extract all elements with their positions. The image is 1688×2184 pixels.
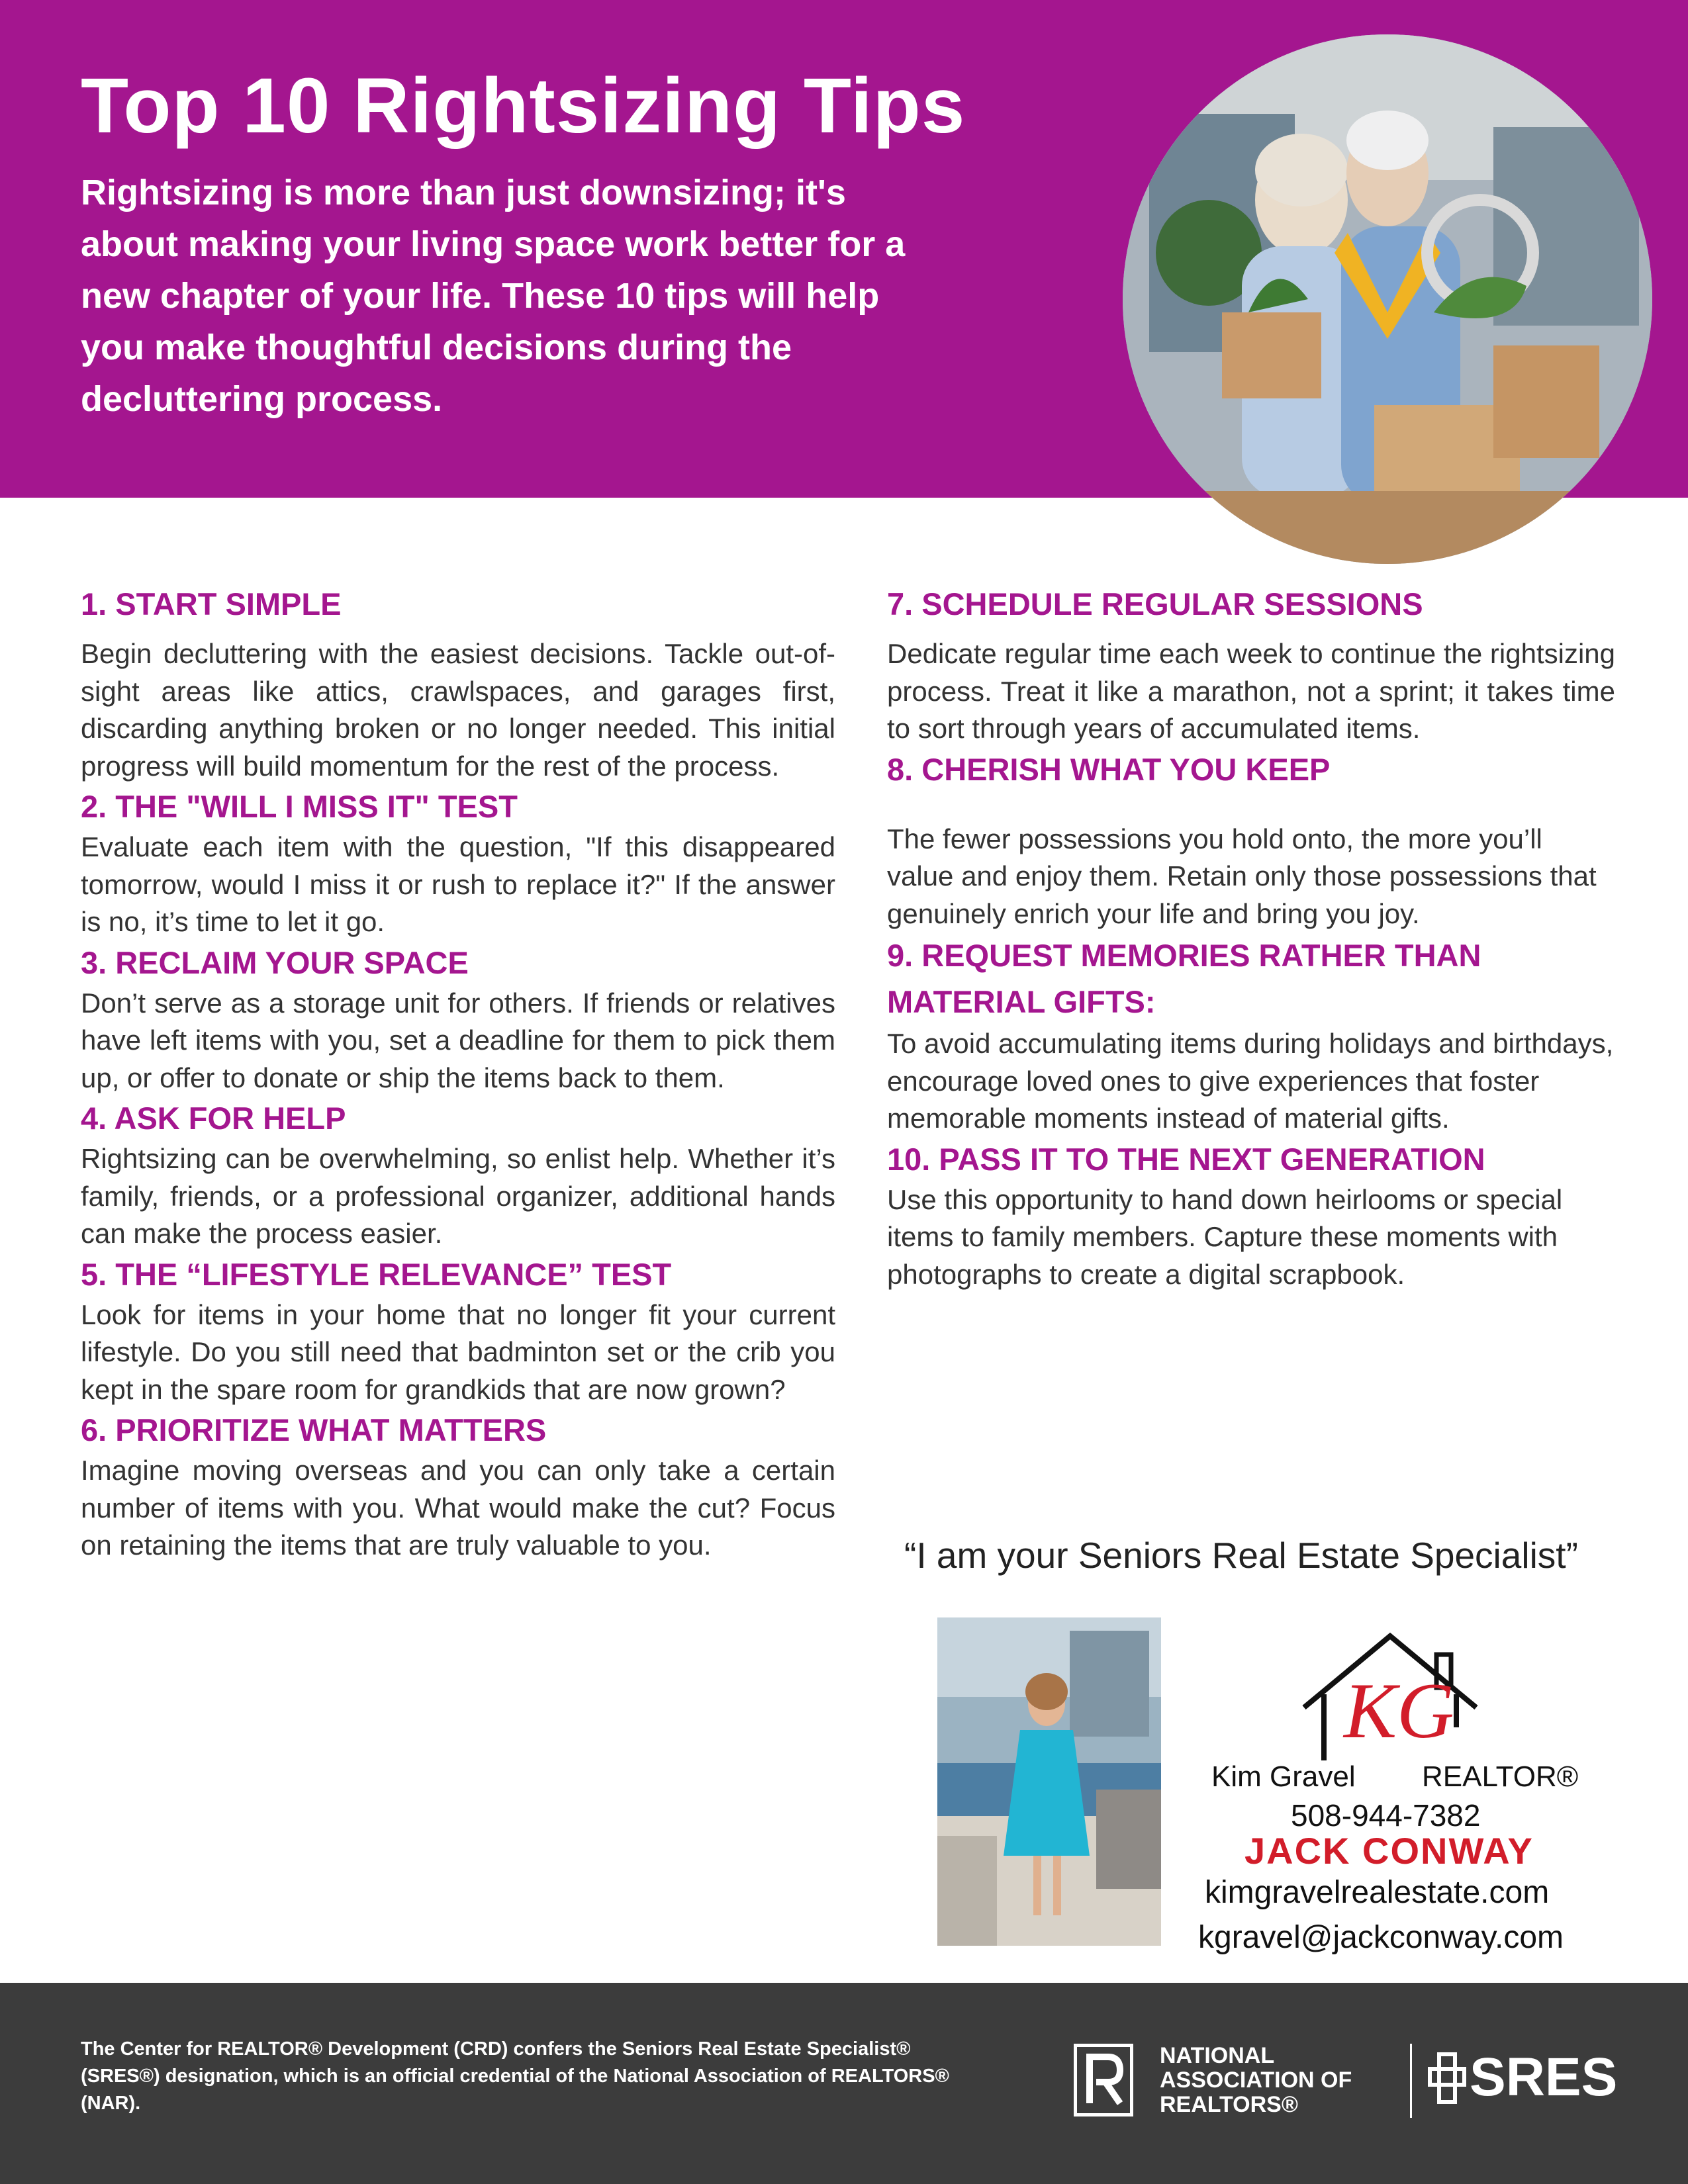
intro-line: Rightsizing is more than just downsizing; it's (81, 173, 846, 212)
agent-contact-block (1192, 1628, 1602, 1959)
kg-house-logo (1291, 1628, 1489, 1780)
tip-6 (81, 1408, 835, 1565)
tip-7 (887, 582, 1615, 748)
tip-3 (81, 941, 835, 1097)
tips-right-column (887, 582, 1615, 1293)
intro-line: decluttering process. (81, 379, 443, 419)
tip-heading: 3. RECLAIM YOUR SPACE (81, 944, 469, 980)
sres-wordmark: SRES (1470, 2047, 1618, 2107)
agent-title: REALTOR® (1422, 1760, 1579, 1793)
tip-heading-line: 9. REQUEST MEMORIES RATHER THAN (887, 938, 1481, 973)
tip-body: Imagine moving overseas and you can only take a certain number of items with you. What would make the cut? Focus on retaining the items that are truly valuable to you. (81, 1455, 835, 1561)
intro-line: you make thoughtful decisions during the (81, 328, 792, 367)
tip-body: Rightsizing can be overwhelming, so enlist help. Whether it’s family, friends, or a professional organizer, additional hands can make the process easier. (81, 1143, 835, 1249)
agent-email-link[interactable]: kgravel@jackconway.com (1198, 1920, 1564, 1955)
tip-9 (887, 933, 1615, 1138)
tip-body: The fewer possessions you hold onto, the more you’ll value and enjoy them. Retain only those possessions that genuinely enrich your life and bring you joy. (887, 823, 1597, 929)
tip-body: To avoid accumulating items during holidays and birthdays, encourage loved ones to give experiences that foster memorable moments instead of material gifts. (887, 1028, 1614, 1134)
tip-10 (887, 1138, 1615, 1294)
tip-heading: 7. SCHEDULE REGULAR SESSIONS (887, 586, 1423, 621)
agent-photo (937, 1617, 1161, 1946)
kg-initials: KG (1344, 1666, 1454, 1754)
tip-heading (887, 933, 1615, 1025)
tip-2 (81, 785, 835, 941)
footer-divider (1410, 2044, 1412, 2118)
nar-line: ASSOCIATION OF (1160, 2068, 1352, 2093)
tip-heading: 6. PRIORITIZE WHAT MATTERS (81, 1412, 547, 1447)
tip-4 (81, 1097, 835, 1253)
tip-5 (81, 1253, 835, 1409)
tip-heading: 5. THE “LIFESTYLE RELEVANCE” TEST (81, 1256, 672, 1292)
tip-heading: 4. ASK FOR HELP (81, 1101, 346, 1136)
nar-line: NATIONAL (1160, 2043, 1275, 2068)
footer-disclaimer: The Center for REALTOR® Development (CRD) confers the Seniors Real Estate Specialist® (SRES®) designation, which is an official credential of the National Association of REALTORS® (NAR). (81, 2038, 949, 2114)
tip-body: Look for items in your home that no longer fit your current lifestyle. Do you still need that badminton set or the crib you kept in the spare room for grandkids that are now grown? (81, 1298, 835, 1405)
tip-heading: 8. CHERISH WHAT YOU KEEP (887, 751, 1331, 787)
tip-body: Use this opportunity to hand down heirlooms or special items to family members. Capture these moments with photographs to create a digital scrapbook. (887, 1183, 1563, 1290)
footer (0, 1983, 1688, 2184)
intro-text (81, 167, 1100, 425)
tip-body: Dedicate regular time each week to continue the rightsizing process. Treat it like a marathon, not a sprint; it takes time to sort through years of accumulated items. (887, 638, 1615, 744)
nar-line: REALTORS® (1160, 2092, 1298, 2117)
nar-wordmark (1160, 2044, 1352, 2117)
specialist-quote: “I am your Seniors Real Estate Specialist” (904, 1535, 1578, 1576)
tips-left-column (81, 582, 835, 1565)
agent-name: Kim Gravel (1211, 1760, 1356, 1793)
agent-phone[interactable]: 508-944-7382 (1291, 1798, 1481, 1833)
brokerage-name: JACK CONWAY (1244, 1830, 1534, 1872)
intro-line: about making your living space work better for a (81, 224, 906, 264)
sres-icon (1427, 2052, 1467, 2105)
tip-body: Don’t serve as a storage unit for others. If friends or relatives have left items with you, set a deadline for them to pick them up, or offer to donate or ship the items back to them. (81, 987, 835, 1093)
tip-heading: 2. THE "WILL I MISS IT" TEST (81, 789, 518, 824)
intro-line: new chapter of your life. These 10 tips will help (81, 276, 880, 316)
tip-body: Evaluate each item with the question, "If this disappeared tomorrow, would I miss it or rush to replace it?" If the answer is no, it’s time to let it go. (81, 831, 835, 937)
tip-body: Begin decluttering with the easiest decisions. Tackle out-of-sight areas like attics, crawlspaces, and garages first, discarding anything broken or no longer needed. This initial progress will build momentum for the rest of the process. (81, 638, 835, 782)
couple-photo (1123, 34, 1652, 564)
nar-r-logo-icon (1074, 2044, 1133, 2116)
agent-website-link[interactable]: kimgravelrealestate.com (1205, 1875, 1550, 1910)
tip-1 (81, 582, 835, 785)
page-title: Top 10 Rightsizing Tips (81, 62, 966, 150)
tip-heading: 1. START SIMPLE (81, 586, 342, 621)
tip-heading: 10. PASS IT TO THE NEXT GENERATION (887, 1141, 1485, 1177)
tip-heading-line: MATERIAL GIFTS: (887, 984, 1156, 1019)
tip-8 (887, 748, 1615, 933)
